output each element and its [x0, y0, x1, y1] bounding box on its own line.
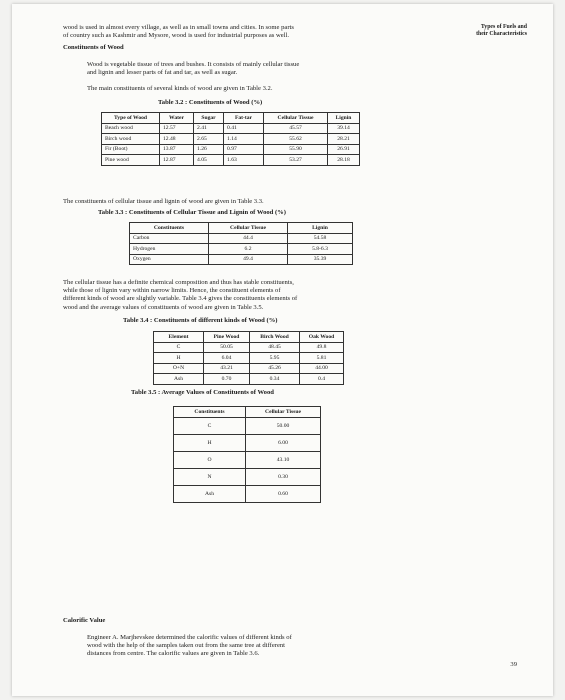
table-cell: 28.18 — [328, 155, 360, 166]
table-row — [174, 417, 321, 434]
table-cell: 5.8-6.3 — [288, 244, 353, 255]
table-3-4 — [153, 331, 344, 385]
text-line: The cellular tissue has a definite chemical composition and thus has stable constituents, — [63, 279, 294, 286]
table-row — [174, 451, 321, 468]
table-cell: 5.81 — [300, 353, 344, 364]
table-cell: Fir (Boot) — [102, 144, 160, 155]
table-cell: 49.4 — [209, 254, 288, 265]
table-cell: 5.95 — [250, 353, 300, 364]
text-line: different kinds of wood are slightly variable. Table 3.4 gives the constituents elements of — [63, 295, 298, 303]
table-cell: H — [154, 353, 204, 364]
table-cell: 55.62 — [264, 134, 328, 145]
text-line: Wood is vegetable tissue of trees and bushes. It consists of mainly cellular tissue — [87, 61, 300, 68]
table-cell: 6.2 — [209, 244, 288, 255]
side-heading-line: their Characteristics — [476, 31, 527, 37]
table-cell: 12.48 — [160, 134, 194, 145]
calorific-heading: Calorific Value — [63, 617, 106, 624]
table-row — [154, 363, 344, 374]
text-line: wood with the help of the samples taken out from the same tree at different — [87, 642, 285, 650]
table-header: Oak Wood — [300, 332, 344, 343]
side-heading-line: Types of Fuels and — [480, 24, 527, 30]
table-cell: 0.97 — [224, 144, 264, 155]
table-cell: 43.21 — [204, 363, 250, 374]
table-cell: 54.58 — [288, 233, 353, 244]
table-cell: 0.41 — [224, 123, 264, 134]
table-cell: Pine wood — [102, 155, 160, 166]
table-header: Cellular Tissue — [264, 113, 328, 124]
table-cell: 0.30 — [246, 468, 321, 485]
table-header: Lignin — [288, 223, 353, 234]
calorific-paragraph — [87, 634, 427, 659]
wood-paragraph — [87, 61, 417, 77]
document-page — [12, 4, 553, 696]
table-cell: 12.87 — [160, 155, 194, 166]
table-header: Birch Wood — [250, 332, 300, 343]
table-cell: 0.70 — [204, 374, 250, 385]
table-cell: 0.4 — [300, 374, 344, 385]
table-cell: 2.41 — [194, 123, 224, 134]
table-header: Element — [154, 332, 204, 343]
table-cell: 0.34 — [250, 374, 300, 385]
table-cell: 4.05 — [194, 155, 224, 166]
table-row — [154, 374, 344, 385]
table-row — [174, 485, 321, 502]
table-cell: 2.65 — [194, 134, 224, 145]
table-3-4-title: Table 3.4 : Constituents of different kinds of Wood (%) — [123, 317, 278, 324]
intro-paragraph — [63, 24, 413, 40]
table-cell: 1.14 — [224, 134, 264, 145]
table-cell: 44.00 — [300, 363, 344, 374]
text-line: wood is used in almost every village, as well as in small towns and cities. In some parts — [63, 24, 294, 31]
table-header: Constituents — [130, 223, 209, 234]
table-cell: C — [174, 417, 246, 434]
table-header: Fat-tar — [224, 113, 264, 124]
table-cell: 6.00 — [246, 434, 321, 451]
text-line: while those of lignin vary within narrow limits. Hence, the constituent elements of — [63, 287, 281, 295]
table-cell: 28.21 — [328, 134, 360, 145]
table-row — [102, 155, 360, 166]
table-cell: Ash — [174, 485, 246, 502]
text-line: of country such as Kashmir and Mysore, wood is used for industrial purposes as well. — [63, 32, 289, 40]
table-3-5 — [173, 406, 321, 503]
table-header: Constituents — [174, 407, 246, 418]
text-line: and lignin and lesser parts of fat and tar, as well as sugar. — [87, 69, 238, 77]
table-cell: 39.14 — [328, 123, 360, 134]
table-cell: 0.60 — [246, 485, 321, 502]
table-cell: Carbon — [130, 233, 209, 244]
table-header: Cellular Tissue — [209, 223, 288, 234]
table-row — [130, 254, 353, 265]
table-header: Water — [160, 113, 194, 124]
table-cell: 43.10 — [246, 451, 321, 468]
table-header: Sugar — [194, 113, 224, 124]
table-row — [154, 342, 344, 353]
table-cell: O — [174, 451, 246, 468]
table-3-2 — [101, 112, 360, 166]
table-row — [174, 468, 321, 485]
table-cell: 6.04 — [204, 353, 250, 364]
table-cell: Beach wood — [102, 123, 160, 134]
table-cell: 49.8 — [300, 342, 344, 353]
table-row — [154, 353, 344, 364]
composition-paragraph — [63, 279, 423, 312]
table-cell: 53.27 — [264, 155, 328, 166]
table-cell: C — [154, 342, 204, 353]
table-header: Type of Wood — [102, 113, 160, 124]
cellular-text: The constituents of cellular tissue and lignin of wood are given in Table 3.3. — [63, 198, 264, 205]
table-header: Lignin — [328, 113, 360, 124]
table-row — [130, 244, 353, 255]
table-cell: Ash — [154, 374, 204, 385]
page-number: 39 — [510, 661, 517, 668]
table-3-3 — [129, 222, 353, 265]
table-cell: N — [174, 468, 246, 485]
table-3-2-title: Table 3.2 : Constituents of Wood (%) — [158, 99, 263, 106]
text-line: Engineer A. Marjhevskee determined the calorific values of different kinds of — [87, 634, 292, 641]
table-cell: 44.4 — [209, 233, 288, 244]
text-line: distances from centre. The calorific values are given in Table 3.6. — [87, 650, 260, 658]
table-cell: 45.57 — [264, 123, 328, 134]
table-row — [102, 123, 360, 134]
table-cell: Hydrogen — [130, 244, 209, 255]
table-cell: 35.39 — [288, 254, 353, 265]
table-cell: 12.57 — [160, 123, 194, 134]
constituents-heading: Constituents of Wood — [63, 44, 124, 51]
table-cell: 55.90 — [264, 144, 328, 155]
table-cell: Birch wood — [102, 134, 160, 145]
table-cell: 26.91 — [328, 144, 360, 155]
table-cell: O+N — [154, 363, 204, 374]
table-cell: H — [174, 434, 246, 451]
main-constituents-text: The main constituents of several kinds of wood are given in Table 3.2. — [87, 85, 273, 92]
table-row — [102, 144, 360, 155]
table-row — [130, 233, 353, 244]
table-cell: 13.87 — [160, 144, 194, 155]
table-row — [102, 134, 360, 145]
side-heading — [435, 24, 527, 38]
table-3-3-title: Table 3.3 : Constituents of Cellular Tissue and Lignin of Wood (%) — [98, 209, 286, 216]
table-cell: 1.63 — [224, 155, 264, 166]
table-cell: 48.45 — [250, 342, 300, 353]
table-header: Cellular Tissue — [246, 407, 321, 418]
table-cell: 45.26 — [250, 363, 300, 374]
table-cell: 50.00 — [246, 417, 321, 434]
table-cell: 50.05 — [204, 342, 250, 353]
text-line: wood and the average values of constituents of wood are given in Table 3.5. — [63, 303, 264, 311]
table-cell: 1.26 — [194, 144, 224, 155]
table-header: Pine Wood — [204, 332, 250, 343]
table-cell: Oxygen — [130, 254, 209, 265]
table-row — [174, 434, 321, 451]
table-3-5-title: Table 3.5 : Average Values of Constituents of Wood — [131, 389, 274, 396]
